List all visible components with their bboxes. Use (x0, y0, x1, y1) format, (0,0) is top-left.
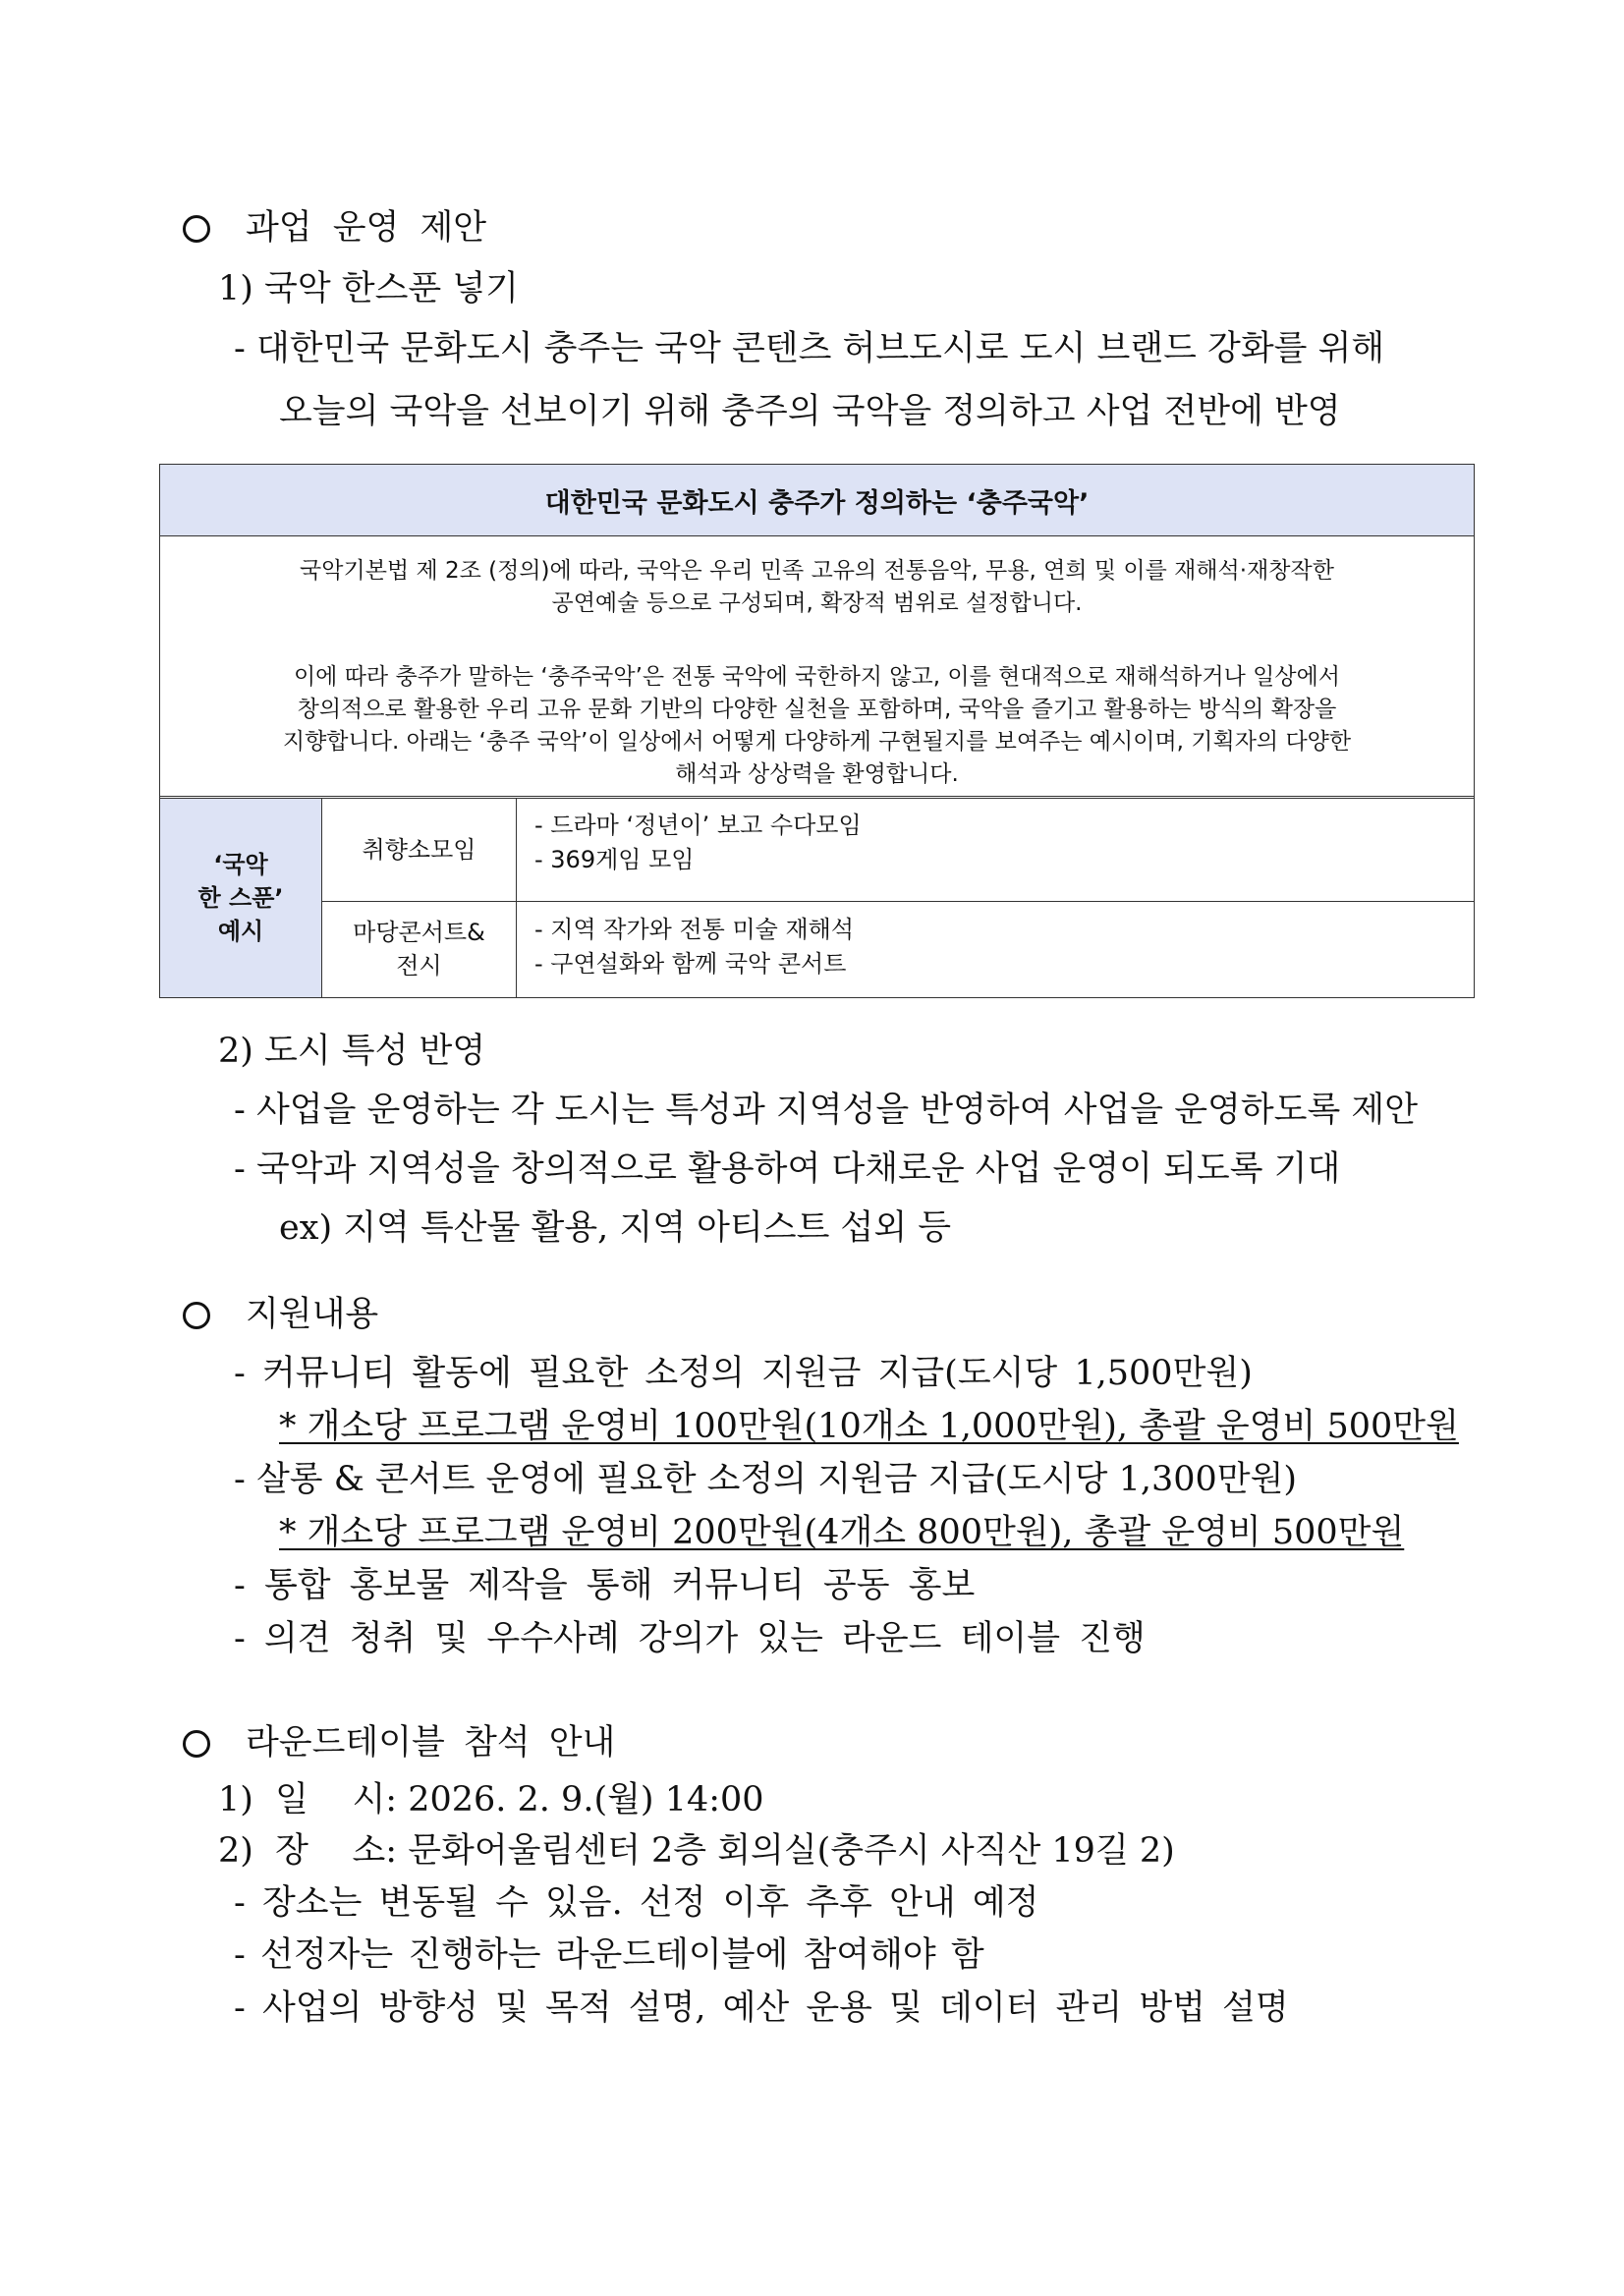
definition-p2-line1: 이에 따라 충주가 말하는 ‘충주국악’은 전통 국악에 국한하지 않고, 이를 현대적으로 재해석하거나 일상에서 (293, 664, 1341, 690)
section-heading-roundtable: 라운드테이블 참석 안내 (246, 1723, 616, 1763)
sub2-line-3: ex) 지역 특산물 활용, 지역 아티스트 섭외 등 (279, 1208, 952, 1248)
roundtable-note-2: - 선정자는 진행하는 라운드테이블에 참여해야 함 (234, 1935, 984, 1975)
section-heading-support: 지원내용 (246, 1295, 379, 1334)
category-label-line1: 마당콘서트& (353, 919, 485, 946)
example-items-cell (517, 809, 1474, 877)
support-line-2: * 개소당 프로그램 운영비 100만원(10개소 1,000만원), 총괄 운영비 500만원 (279, 1407, 1459, 1446)
example-category-cell (322, 799, 517, 901)
sub-title-city-traits: 2) 도시 특성 반영 (218, 1032, 486, 1071)
example-item: - 369게임 모임 (534, 846, 695, 873)
example-label-line1: ‘국악 (213, 851, 268, 878)
definition-p1-line1: 국악기본법 제 2조 (정의)에 따라, 국악은 우리 민족 고유의 전통음악, 무용, 연희 및 이를 재해석·재창작한 (300, 558, 1334, 584)
example-label-line2: 한 스푼’ (197, 884, 284, 912)
circle-bullet-icon (183, 215, 210, 243)
category-label: 취향소모임 (362, 836, 476, 864)
section-heading-proposal: 과업 운영 제안 (246, 208, 487, 248)
circle-bullet-icon (183, 1730, 210, 1758)
table-definition-body (160, 535, 1474, 799)
support-line-1: - 커뮤니티 활동에 필요한 소정의 지원금 지급(도시당 1,500만원) (234, 1354, 1253, 1393)
example-label-cell (160, 799, 322, 997)
definition-p2-line3: 지향합니다. 아래는 ‘충주 국악’이 일상에서 어떻게 다양하게 구현될지를 보여주는 예시이며, 기획자의 다양한 (282, 729, 1352, 755)
sub2-line-2: - 국악과 지역성을 창의적으로 활용하여 다채로운 사업 운영이 되도록 기대 (234, 1149, 1341, 1189)
category-label-line2: 전시 (396, 952, 442, 980)
roundtable-note-1: - 장소는 변동될 수 있음. 선정 이후 추후 안내 예정 (234, 1883, 1039, 1923)
roundtable-place: 2) 장 소: 문화어울림센터 2층 회의실(충주시 사직산 19길 2) (218, 1831, 1175, 1871)
support-line-5: - 통합 홍보물 제작을 통해 커뮤니티 공동 홍보 (234, 1566, 976, 1605)
roundtable-note-3: - 사업의 방향성 및 목적 설명, 예산 운용 및 데이터 관리 방법 설명 (234, 1988, 1289, 2028)
example-category-cell (322, 901, 517, 997)
support-line-3: - 살롱 & 콘서트 운영에 필요한 소정의 지원금 지급(도시당 1,300만원) (234, 1460, 1298, 1499)
circle-bullet-icon (183, 1302, 210, 1329)
sub-title-gugak-spoon: 1) 국악 한스푼 넣기 (218, 269, 519, 308)
table-title: 대한민국 문화도시 충주가 정의하는 ‘충주국악’ (160, 465, 1474, 536)
definition-table (159, 464, 1475, 998)
roundtable-date: 1) 일 시: 2026. 2. 9.(월) 14:00 (218, 1780, 764, 1820)
definition-p2-line4: 해석과 상상력을 환영합니다. (675, 761, 959, 787)
example-item: - 구연설화와 함께 국악 콘서트 (534, 950, 847, 978)
definition-p1-line2: 공연예술 등으로 구성되며, 확장적 범위로 설정합니다. (551, 590, 1083, 616)
example-item: - 지역 작가와 전통 미술 재해석 (534, 916, 855, 943)
definition-p2-line2: 창의적으로 활용한 우리 고유 문화 기반의 다양한 실천을 포함하며, 국악을 즐기고 활용하는 방식의 확장을 (297, 697, 1337, 722)
example-item: - 드라마 ‘정년이’ 보고 수다모임 (534, 812, 862, 839)
support-line-4: * 개소당 프로그램 운영비 200만원(4개소 800만원), 총괄 운영비 500만원 (279, 1513, 1405, 1552)
sub2-line-1: - 사업을 운영하는 각 도시는 특성과 지역성을 반영하여 사업을 운영하도록 제안 (234, 1091, 1419, 1130)
example-items-cell (517, 913, 1474, 981)
support-line-6: - 의견 청취 및 우수사례 강의가 있는 라운드 테이블 진행 (234, 1619, 1146, 1658)
sub1-line-2: 오늘의 국악을 선보이기 위해 충주의 국악을 정의하고 사업 전반에 반영 (279, 392, 1341, 431)
sub1-line-1: - 대한민국 문화도시 충주는 국악 콘텐츠 허브도시로 도시 브랜드 강화를 위해 (234, 329, 1385, 368)
example-label-line3: 예시 (217, 918, 264, 945)
